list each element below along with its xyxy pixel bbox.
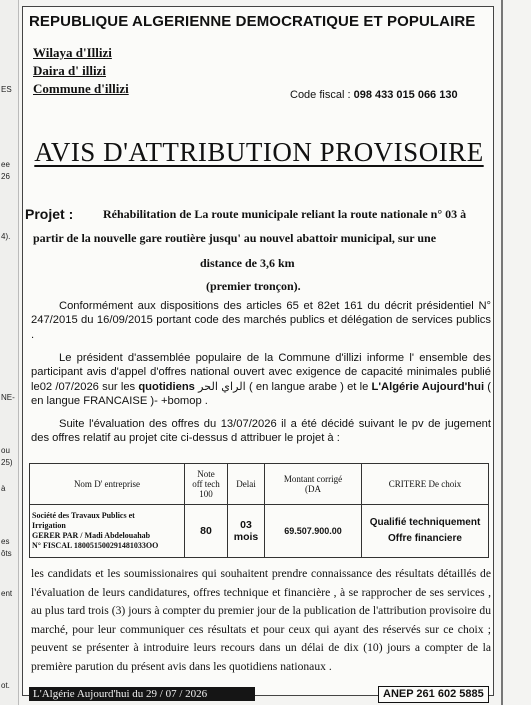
- note-header-line: 100: [199, 489, 213, 499]
- margin-fragment: 4).: [1, 232, 11, 241]
- entreprise-cell: [30, 505, 185, 558]
- margin-fragment: es: [1, 537, 10, 546]
- margin-fragment: NE-: [1, 393, 15, 402]
- daira-line: Daira d' illizi: [33, 63, 106, 78]
- col-montant-header: [265, 464, 362, 505]
- montant-cell: 69.507.900.00: [265, 505, 362, 558]
- margin-fragment: ES: [1, 85, 12, 94]
- col-entreprise-header: Nom D' entreprise: [30, 464, 185, 505]
- table-row: [30, 505, 489, 558]
- project-line-3: distance de 3,6 km: [200, 256, 295, 270]
- republic-title: REPUBLIQUE ALGERIENNE DEMOCRATIQUE ET POPULAIRE: [29, 13, 476, 30]
- arabic-newspaper: الراي الحر: [194, 380, 246, 393]
- wilaya-line: Wilaya d'Illizi: [33, 45, 112, 60]
- legal-basis-paragraph: Conformément aux dispositions des articles 65 et 82et 161 du décrit présidentiel N° 247/2015 du 16/09/2015 portant code des marchés publics et délégation de services publics .: [31, 300, 491, 341]
- margin-fragment: 26: [1, 172, 10, 181]
- delai-unit: mois: [233, 531, 259, 543]
- info-text: ( en langue arabe ) et le: [245, 380, 372, 393]
- notice-title: AVIS D'ATTRIBUTION PROVISOIRE: [34, 137, 484, 167]
- commune-line: Commune d'illizi: [33, 81, 129, 96]
- margin-fragment: ôts: [1, 549, 12, 558]
- publication-source: L'Algérie Aujourd'hui du 29 / 07 / 2026: [29, 687, 255, 701]
- note-header-line: off tech: [192, 479, 220, 489]
- margin-fragment: à: [1, 484, 6, 493]
- critere-line: Qualifié techniquement: [369, 517, 481, 528]
- column-rule: [501, 0, 503, 705]
- fiscal-code-label: Code fiscal :: [290, 89, 354, 101]
- closing-paragraph: les candidats et les soumissionaires qui souhaitent prendre connaissance des résultats détaillés de l'évaluation de leurs candidatures, offres technique et financière , à se rapprocher de ses services , au plus tard trois (3) jours à compter du premier jour de la publication de l'attribution provisoire du marché, pour leur communiquer ces résultats et pour ceux qui ayant des réservés sur ce choix ; peuvent se présenter à introduire leurs recours dans un délai de dix (10) jours a compter de la première parution du présent avis dans les quotidiens nationaux .: [31, 567, 491, 673]
- quotidiens-term: quotidiens: [138, 380, 195, 393]
- project-line-4: (premier tronçon).: [206, 279, 301, 293]
- margin-fragment: ee: [1, 160, 10, 169]
- attribution-table: [29, 463, 489, 558]
- montant-header-line: Montant corrigé: [283, 474, 343, 484]
- information-paragraph: [31, 351, 491, 408]
- margin-fragment: ou: [1, 446, 10, 455]
- entreprise-line: Irrigation: [32, 521, 66, 530]
- montant-header-line: (DA: [305, 484, 321, 494]
- anep-reference: ANEP 261 602 5885: [378, 686, 489, 703]
- info-text: ( en langue FRANCAISE )- +bomop .: [31, 380, 491, 407]
- entreprise-line: N° FISCAL 180051500291481033OO: [32, 541, 159, 550]
- info-text: Le président d'assemblée populaire de la Commune d'illizi informe l' ensemble des participant avis d'appel d'offres national ouvert avec exigence de capacité minimales publié le02 /07/2026 sur les: [31, 352, 491, 393]
- margin-fragment: 25): [1, 458, 13, 467]
- table-header-row: [30, 464, 489, 505]
- algerie-newspaper: L'Algérie Aujourd'hui: [371, 380, 485, 393]
- attribution-notice: [22, 6, 494, 700]
- project-label: Projet :: [25, 206, 74, 222]
- fiscal-code: [290, 89, 458, 101]
- delai-cell: [228, 505, 265, 558]
- fiscal-code-value: 098 433 015 066 130: [353, 89, 458, 101]
- entreprise-line: Société des Travaux Publics et: [32, 511, 135, 520]
- col-delai-header: Delai: [228, 464, 265, 505]
- critere-cell: [362, 505, 489, 558]
- note-cell: 80: [185, 505, 228, 558]
- margin-fragment: ent: [1, 589, 13, 598]
- evaluation-paragraph: Suite l'évaluation des offres du 13/07/2026 il a été décidé suivant le pv de jugement des offres relatif au projet cite ci-dessus d attribuer le projet à :: [31, 418, 491, 445]
- project-line-1: Réhabilitation de La route municipale reliant la route nationale n° 03 à: [103, 207, 467, 221]
- adjacent-page-edge: [0, 0, 19, 705]
- margin-fragment: ot.: [1, 681, 10, 690]
- entreprise-line: GERER PAR / Madi Abdelouahab: [32, 531, 151, 540]
- project-line-2: partir de la nouvelle gare routière jusqu' au nouvel abattoir municipal, sur une: [33, 231, 437, 245]
- delai-value: 03: [240, 519, 252, 531]
- col-note-header: [185, 464, 228, 505]
- col-critere-header: CRITERE De choix: [362, 464, 489, 505]
- note-header-line: Note: [197, 469, 215, 479]
- critere-line: Offre financiere: [388, 533, 462, 544]
